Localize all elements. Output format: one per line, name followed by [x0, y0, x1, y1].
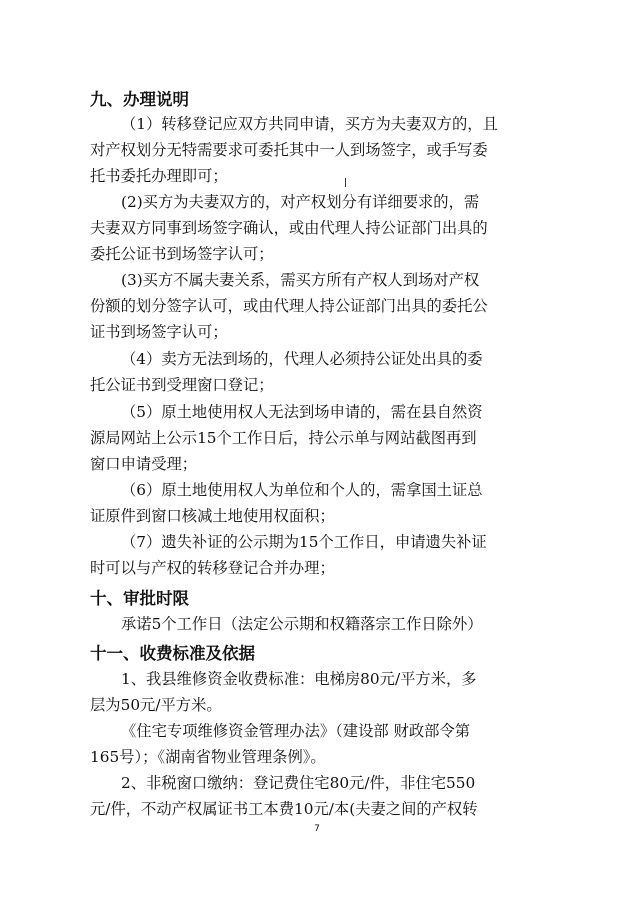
section-heading-approval-time: 十、审批时限	[90, 589, 189, 608]
text-line: 层为50元/平方米。	[90, 696, 222, 714]
text-line: (2)买方为夫妻双方的，对产权划分有详细要求的，需	[121, 193, 480, 211]
text-line: 委托公证书到场签字认可；	[90, 245, 274, 263]
text-line: 证原件到窗口核减土地使用权面积；	[90, 507, 335, 525]
text-line: 165号）；《湖南省物业管理条例》。	[90, 748, 326, 766]
section-heading-handling-notes: 九、办理说明	[90, 90, 189, 109]
page-number: 7	[314, 824, 320, 834]
text-line: 承诺5个工作日（法定公示期和权籍落宗工作日除外）	[121, 615, 483, 633]
text-line: 元/件，不动产权属证书工本费10元/本(夫妻之间的产权转	[90, 800, 478, 818]
text-line: 托公证书到受理窗口登记；	[90, 376, 274, 394]
text-line: 对产权划分无特需要求可委托其中一人到场签字，或手写委	[90, 141, 488, 159]
text-line: （4）卖方无法到场的，代理人必须持公证处出具的委	[121, 350, 483, 368]
text-line: 时可以与产权的转移登记合并办理；	[90, 559, 335, 577]
text-line: 1、我县维修资金收费标准：电梯房80元/平方米，多	[121, 670, 477, 688]
text-line: （1）转移登记应双方共同申请，买方为夫妻双方的，且	[121, 115, 498, 133]
text-line: 证书到场签字认可；	[90, 323, 228, 341]
text-line: 份额的划分签字认可，或由代理人持公证部门出具的委托公	[90, 297, 488, 315]
text-line: 2、非税窗口缴纳：登记费住宅80元/件，非住宅550	[121, 774, 476, 792]
text-line: （7）遗失补证的公示期为15个工作日，申请遗失补证	[121, 533, 487, 551]
text-line: 窗口申请受理；	[90, 455, 198, 473]
text-line: 《住宅专项维修资金管理办法》（建设部 财政部令第	[121, 722, 471, 740]
text-line: （6）原土地使用权人为单位和个人的，需拿国土证总	[121, 481, 483, 499]
text-line: (3)买方不属夫妻关系，需买方所有产权人到场对产权	[121, 271, 480, 289]
text-line: 夫妻双方同事到场签字确认，或由代理人持公证部门出具的	[90, 219, 488, 237]
text-line: 托书委托办理即可；	[90, 167, 228, 185]
section-heading-fees: 十一、收费标准及依据	[90, 644, 255, 663]
cursor-mark	[345, 178, 346, 187]
text-line: （5）原土地使用权人无法到场申请的，需在县自然资	[121, 403, 483, 421]
text-line: 源局网站上公示15个工作日后，持公示单与网站截图再到	[90, 429, 477, 447]
